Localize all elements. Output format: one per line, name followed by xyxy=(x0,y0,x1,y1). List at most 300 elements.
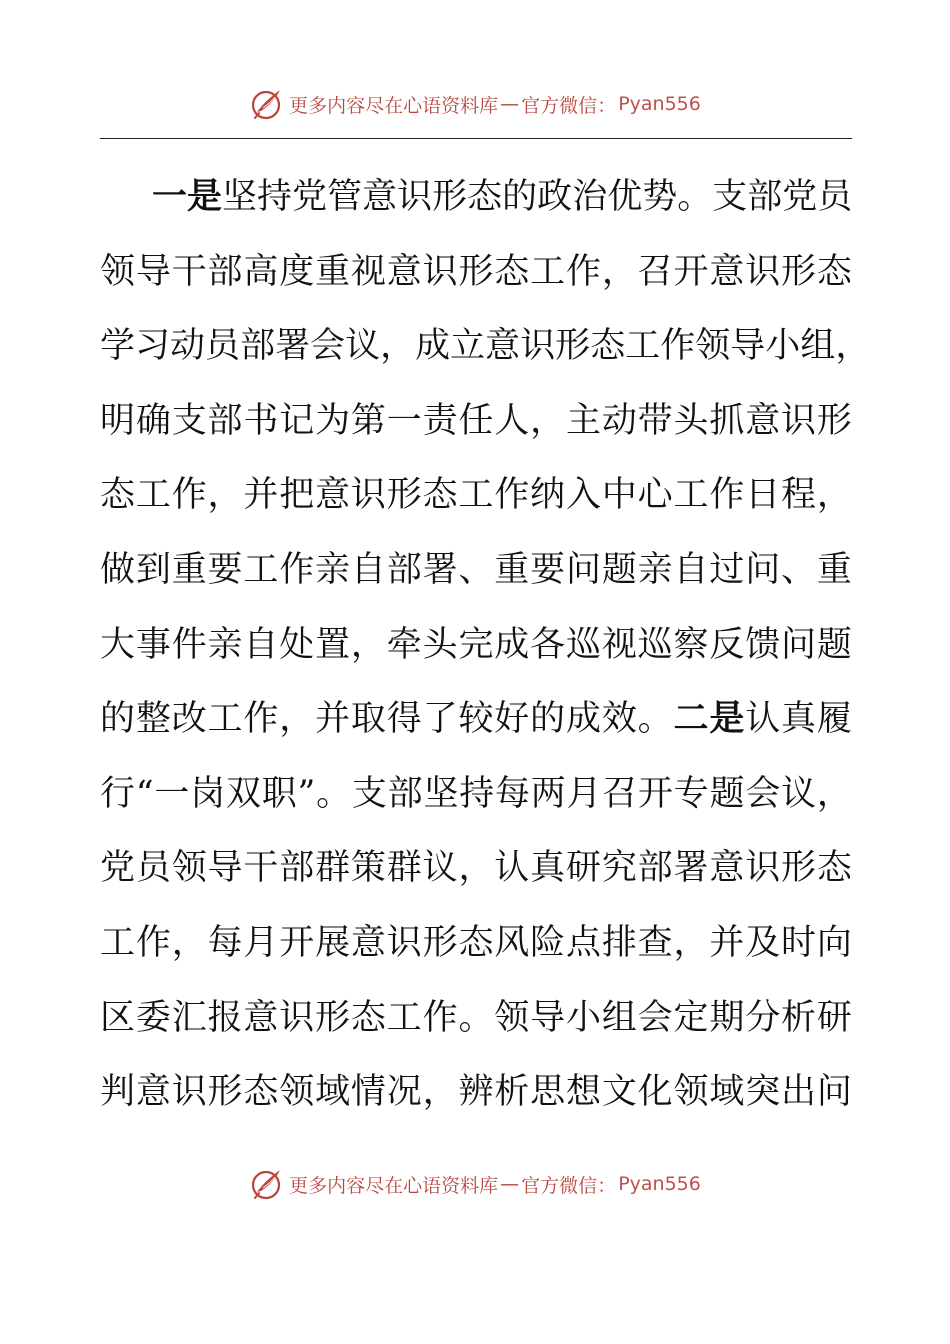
body-char: 认 xyxy=(494,848,530,889)
body-char: 牵 xyxy=(386,624,422,665)
body-char: 完 xyxy=(458,624,494,665)
body-char: 署 xyxy=(673,848,709,889)
body-char: 重 xyxy=(816,549,852,590)
body-char: 思 xyxy=(530,1072,566,1113)
body-char: 自 xyxy=(673,549,709,590)
quill-seal-icon xyxy=(249,86,285,122)
body-char: 势 xyxy=(642,177,678,217)
bold-lead-char: 是 xyxy=(187,176,223,217)
body-char: 期 xyxy=(709,997,745,1038)
body-char: 域 xyxy=(709,1072,745,1113)
body-char: 支 xyxy=(171,400,207,441)
body-char: 一 xyxy=(386,400,422,441)
page-footer-banner xyxy=(0,1164,950,1204)
body-char: 重 xyxy=(171,549,207,590)
body-char: 置 xyxy=(315,624,351,665)
body-char: ， xyxy=(530,400,566,441)
body-char: 作 xyxy=(135,922,171,963)
body-char: 认 xyxy=(745,699,781,740)
body-char: 意 xyxy=(386,251,422,292)
body-char: 署 xyxy=(275,326,311,367)
body-line xyxy=(100,682,852,757)
body-char: 析 xyxy=(781,997,817,1038)
body-line xyxy=(100,1055,852,1130)
body-char: 任 xyxy=(458,400,494,441)
body-char: 排 xyxy=(601,922,637,963)
body-char: 委 xyxy=(135,997,171,1038)
body-char: ， xyxy=(279,699,315,740)
body-char: 党 xyxy=(782,177,818,217)
body-char: 视 xyxy=(601,624,637,665)
body-char: 作 xyxy=(243,699,279,740)
body-char: 突 xyxy=(745,1072,781,1113)
body-char: 作 xyxy=(709,475,745,516)
body-char: 支 xyxy=(351,773,387,814)
wechat-label: 官方微信： xyxy=(521,94,617,117)
body-char: 到 xyxy=(135,549,171,590)
body-char: 形 xyxy=(207,1072,243,1113)
body-char: 意 xyxy=(745,400,781,441)
body-char: 的 xyxy=(530,699,566,740)
body-char: 干 xyxy=(243,848,279,889)
body-char: 识 xyxy=(422,251,458,292)
body-char: 了 xyxy=(422,699,458,740)
body-char: 履 xyxy=(816,699,852,740)
body-char: 把 xyxy=(279,475,315,516)
body-char: 责 xyxy=(422,400,458,441)
body-char: 作 xyxy=(660,326,696,367)
body-char: 况 xyxy=(386,1072,422,1113)
body-char: 问 xyxy=(745,549,781,590)
body-char: 头 xyxy=(422,624,458,665)
body-char: 形 xyxy=(386,475,422,516)
banner-text: 更多内容尽在心语资料库 xyxy=(289,1174,499,1197)
body-char: 识 xyxy=(386,922,422,963)
body-char: 及 xyxy=(745,922,781,963)
body-char: 领 xyxy=(100,251,136,292)
body-char: 重 xyxy=(315,251,351,292)
body-char: 形 xyxy=(781,251,817,292)
body-char: 并 xyxy=(315,699,351,740)
body-char: 察 xyxy=(673,624,709,665)
body-char: 干 xyxy=(171,251,207,292)
body-char: 工 xyxy=(625,326,661,367)
body-char: 人 xyxy=(494,400,530,441)
body-char: 成 xyxy=(415,326,451,367)
body-char: 较 xyxy=(458,699,494,740)
body-char: 动 xyxy=(601,400,637,441)
body-line xyxy=(100,608,852,683)
body-char: ， xyxy=(171,922,207,963)
body-char: 辨 xyxy=(458,1072,494,1113)
body-char: 域 xyxy=(315,1072,351,1113)
body-char: ， xyxy=(835,326,871,367)
document-body xyxy=(100,160,871,1130)
body-char: 专 xyxy=(673,773,709,814)
body-char: 工 xyxy=(135,475,171,516)
body-char: 日 xyxy=(745,475,781,516)
body-line xyxy=(100,384,852,459)
body-char: 效 xyxy=(601,699,637,740)
body-char: 出 xyxy=(781,1072,817,1113)
body-char: 大 xyxy=(100,624,136,665)
body-char: 组 xyxy=(601,997,637,1038)
body-char: 态 xyxy=(467,177,503,217)
body-char: 识 xyxy=(745,848,781,889)
body-char: 抓 xyxy=(709,400,745,441)
banner-separator: — xyxy=(500,1173,520,1195)
wechat-id: Pyan556 xyxy=(618,93,701,115)
body-char: 意 xyxy=(709,251,745,292)
body-char: 导 xyxy=(530,997,566,1038)
body-char: 领 xyxy=(673,1072,709,1113)
body-char: 展 xyxy=(315,922,351,963)
body-char: 双 xyxy=(225,773,261,814)
body-char: 领 xyxy=(494,997,530,1038)
body-char: 支 xyxy=(712,177,748,217)
body-char: 中 xyxy=(601,475,637,516)
body-char: 小 xyxy=(565,997,601,1038)
body-char: 优 xyxy=(607,177,643,217)
body-char: 分 xyxy=(745,997,781,1038)
body-char: 行 xyxy=(100,773,136,814)
body-char: 反 xyxy=(709,624,745,665)
body-char: 工 xyxy=(100,922,136,963)
body-char: 召 xyxy=(637,251,673,292)
body-char: 工 xyxy=(530,251,566,292)
body-char: ， xyxy=(380,326,416,367)
body-char: 形 xyxy=(458,251,494,292)
body-char: 报 xyxy=(207,997,243,1038)
body-char: 纳 xyxy=(530,475,566,516)
body-char: 议 xyxy=(781,773,817,814)
body-char: ， xyxy=(601,251,637,292)
body-char: 作 xyxy=(494,475,530,516)
body-char: 工 xyxy=(458,475,494,516)
body-char: 、 xyxy=(781,549,817,590)
body-char: 改 xyxy=(171,699,207,740)
body-char: 政 xyxy=(537,177,573,217)
body-char: 月 xyxy=(243,922,279,963)
body-char: 析 xyxy=(494,1072,530,1113)
body-char: 意 xyxy=(315,475,351,516)
banner-text: 更多内容尽在心语资料库 xyxy=(289,94,499,117)
body-char: 巡 xyxy=(637,624,673,665)
body-char: 意 xyxy=(350,922,386,963)
body-char: 带 xyxy=(637,400,673,441)
body-char: 导 xyxy=(207,848,243,889)
body-char: 重 xyxy=(494,549,530,590)
body-char: 开 xyxy=(673,251,709,292)
body-char: 查 xyxy=(637,922,673,963)
body-char: 署 xyxy=(422,549,458,590)
body-char: 部 xyxy=(386,549,422,590)
body-line xyxy=(100,160,852,235)
body-char: 的 xyxy=(100,699,136,740)
body-char: 想 xyxy=(565,1072,601,1113)
body-char: 区 xyxy=(100,997,136,1038)
body-char: 要 xyxy=(530,549,566,590)
body-char: 每 xyxy=(207,922,243,963)
bold-lead-char: 二 xyxy=(673,698,709,740)
body-char: ， xyxy=(816,773,852,814)
body-char: 事 xyxy=(135,624,171,665)
body-char: 点 xyxy=(565,922,601,963)
body-char: 开 xyxy=(279,922,315,963)
body-char: 作 xyxy=(171,475,207,516)
body-char: 立 xyxy=(450,326,486,367)
body-char: 整 xyxy=(135,699,171,740)
body-char: 部 xyxy=(207,251,243,292)
body-char: 巡 xyxy=(565,624,601,665)
body-char: 识 xyxy=(350,475,386,516)
body-char: 第 xyxy=(350,400,386,441)
body-char: 部 xyxy=(240,326,276,367)
body-char: 形 xyxy=(781,848,817,889)
wechat-id: Pyan556 xyxy=(618,1173,701,1195)
body-char: 两 xyxy=(530,773,566,814)
body-char: 文 xyxy=(601,1072,637,1113)
body-char: 态 xyxy=(494,251,530,292)
body-char: 议 xyxy=(422,848,458,889)
body-char: 党 xyxy=(100,848,136,889)
body-char: 形 xyxy=(816,400,852,441)
body-char: 度 xyxy=(279,251,315,292)
body-char: ， xyxy=(458,848,494,889)
body-char: ， xyxy=(422,1072,458,1113)
body-char: 领 xyxy=(695,326,731,367)
body-char: 亲 xyxy=(207,624,243,665)
body-char: 研 xyxy=(816,997,852,1038)
body-char: 态 xyxy=(243,1072,279,1113)
body-char: 问 xyxy=(816,1072,852,1113)
body-char: 自 xyxy=(350,549,386,590)
footer-banner xyxy=(249,1166,701,1202)
body-char: 识 xyxy=(279,997,315,1038)
body-char: 明 xyxy=(100,400,136,441)
body-char: 判 xyxy=(100,1072,136,1113)
body-char: 月 xyxy=(566,773,602,814)
body-line xyxy=(100,757,852,832)
body-char: 党 xyxy=(292,177,328,217)
body-char: 治 xyxy=(572,177,608,217)
body-char: 题 xyxy=(709,773,745,814)
body-char: 导 xyxy=(135,251,171,292)
body-char: 题 xyxy=(601,549,637,590)
body-char: 态 xyxy=(816,251,852,292)
body-char: 汇 xyxy=(171,997,207,1038)
body-char: 馈 xyxy=(745,624,781,665)
body-char: 识 xyxy=(397,177,433,217)
body-char: 真 xyxy=(781,699,817,740)
body-char: 主 xyxy=(565,400,601,441)
body-char: 开 xyxy=(638,773,674,814)
body-char: 持 xyxy=(459,773,495,814)
body-char: 视 xyxy=(350,251,386,292)
body-char: 学 xyxy=(100,326,136,367)
body-char: 自 xyxy=(243,624,279,665)
body-char: 意 xyxy=(362,177,398,217)
body-char: ” xyxy=(297,773,316,814)
body-line xyxy=(100,981,852,1056)
body-char: 领 xyxy=(279,1072,315,1113)
body-char: 群 xyxy=(315,848,351,889)
body-char: 问 xyxy=(565,549,601,590)
body-char: 化 xyxy=(637,1072,673,1113)
body-char: 定 xyxy=(673,997,709,1038)
body-char: 要 xyxy=(207,549,243,590)
body-char: ， xyxy=(673,922,709,963)
body-char: 记 xyxy=(279,400,315,441)
body-char: 头 xyxy=(673,400,709,441)
body-line xyxy=(100,235,852,310)
body-char: 部 xyxy=(207,400,243,441)
body-char: 。 xyxy=(316,773,352,814)
body-char: 导 xyxy=(730,326,766,367)
body-char: 风 xyxy=(494,922,530,963)
body-char: 、 xyxy=(458,549,494,590)
body-char: “ xyxy=(135,773,154,814)
body-char: 态 xyxy=(350,997,386,1038)
bold-lead-char: 一 xyxy=(152,176,188,217)
banner-separator: — xyxy=(500,93,520,115)
body-char: ， xyxy=(816,475,852,516)
body-char: 形 xyxy=(555,326,591,367)
body-line xyxy=(100,458,852,533)
body-char: 并 xyxy=(243,475,279,516)
body-char: 真 xyxy=(530,848,566,889)
body-char: 意 xyxy=(485,326,521,367)
body-char: 态 xyxy=(100,475,136,516)
body-char: 态 xyxy=(590,326,626,367)
body-char: 识 xyxy=(171,1072,207,1113)
body-char: 问 xyxy=(781,624,817,665)
body-char: 工 xyxy=(243,549,279,590)
header-banner xyxy=(249,86,701,122)
body-char: 意 xyxy=(135,1072,171,1113)
body-char: 工 xyxy=(673,475,709,516)
body-line xyxy=(100,906,852,981)
body-char: 形 xyxy=(432,177,468,217)
body-char: 态 xyxy=(458,922,494,963)
quill-seal-icon xyxy=(249,1166,285,1202)
body-char: 确 xyxy=(135,400,171,441)
body-char: 态 xyxy=(816,848,852,889)
body-char: 时 xyxy=(781,922,817,963)
body-char: 做 xyxy=(100,549,136,590)
body-char: 并 xyxy=(709,922,745,963)
body-char: 议 xyxy=(345,326,381,367)
body-char: 程 xyxy=(781,475,817,516)
body-char: 员 xyxy=(817,177,853,217)
body-char: 情 xyxy=(350,1072,386,1113)
body-line xyxy=(100,533,852,608)
body-line xyxy=(100,831,852,906)
body-char: 部 xyxy=(387,773,423,814)
body-char: 意 xyxy=(709,848,745,889)
body-char: 动 xyxy=(170,326,206,367)
body-char: 部 xyxy=(747,177,783,217)
body-char: 工 xyxy=(207,699,243,740)
body-char: 。 xyxy=(677,177,713,217)
body-char: 岗 xyxy=(190,773,226,814)
body-char: 持 xyxy=(257,177,293,217)
bold-lead-char: 是 xyxy=(709,698,745,740)
body-char: 策 xyxy=(350,848,386,889)
page-header-banner xyxy=(0,84,950,124)
body-char: 一 xyxy=(154,773,190,814)
body-line xyxy=(100,309,871,384)
header-divider xyxy=(100,138,852,139)
body-char: 管 xyxy=(327,177,363,217)
body-char: 会 xyxy=(310,326,346,367)
body-char: 组 xyxy=(800,326,836,367)
body-char: 识 xyxy=(745,251,781,292)
body-char: 召 xyxy=(602,773,638,814)
body-char: 作 xyxy=(422,997,458,1038)
body-char: 会 xyxy=(745,773,781,814)
body-char: 好 xyxy=(494,699,530,740)
body-char: 形 xyxy=(315,997,351,1038)
body-char: 研 xyxy=(565,848,601,889)
body-char: 题 xyxy=(816,624,852,665)
body-char: 成 xyxy=(494,624,530,665)
body-char: 心 xyxy=(637,475,673,516)
body-char: 领 xyxy=(171,848,207,889)
wechat-label: 官方微信： xyxy=(521,1174,617,1197)
body-char: 。 xyxy=(637,699,673,740)
body-char: 入 xyxy=(565,475,601,516)
body-char: 件 xyxy=(171,624,207,665)
body-char: 职 xyxy=(261,773,297,814)
body-char: 险 xyxy=(530,922,566,963)
body-char: 坚 xyxy=(423,773,459,814)
body-char: 意 xyxy=(243,997,279,1038)
body-char: 亲 xyxy=(637,549,673,590)
body-char: 员 xyxy=(135,848,171,889)
body-char: 的 xyxy=(502,177,538,217)
body-char: 为 xyxy=(315,400,351,441)
body-char: 每 xyxy=(494,773,530,814)
body-char: 究 xyxy=(601,848,637,889)
body-char: 作 xyxy=(565,251,601,292)
body-char: 习 xyxy=(135,326,171,367)
body-char: 成 xyxy=(565,699,601,740)
body-char: 员 xyxy=(205,326,241,367)
body-char: 形 xyxy=(422,922,458,963)
body-char: 识 xyxy=(520,326,556,367)
body-char: ， xyxy=(350,624,386,665)
body-char: 作 xyxy=(279,549,315,590)
body-char: 部 xyxy=(637,848,673,889)
body-char: 识 xyxy=(781,400,817,441)
body-char: 书 xyxy=(243,400,279,441)
body-char: 各 xyxy=(530,624,566,665)
body-char: 过 xyxy=(709,549,745,590)
body-char: 小 xyxy=(765,326,801,367)
body-char: 亲 xyxy=(315,549,351,590)
body-char: 处 xyxy=(279,624,315,665)
body-char: 高 xyxy=(243,251,279,292)
body-char: 群 xyxy=(386,848,422,889)
body-char: 向 xyxy=(816,922,852,963)
body-char: 。 xyxy=(458,997,494,1038)
body-char: 态 xyxy=(422,475,458,516)
body-char: 取 xyxy=(350,699,386,740)
body-char: 会 xyxy=(637,997,673,1038)
body-char: 得 xyxy=(386,699,422,740)
body-char: 坚 xyxy=(222,177,258,217)
